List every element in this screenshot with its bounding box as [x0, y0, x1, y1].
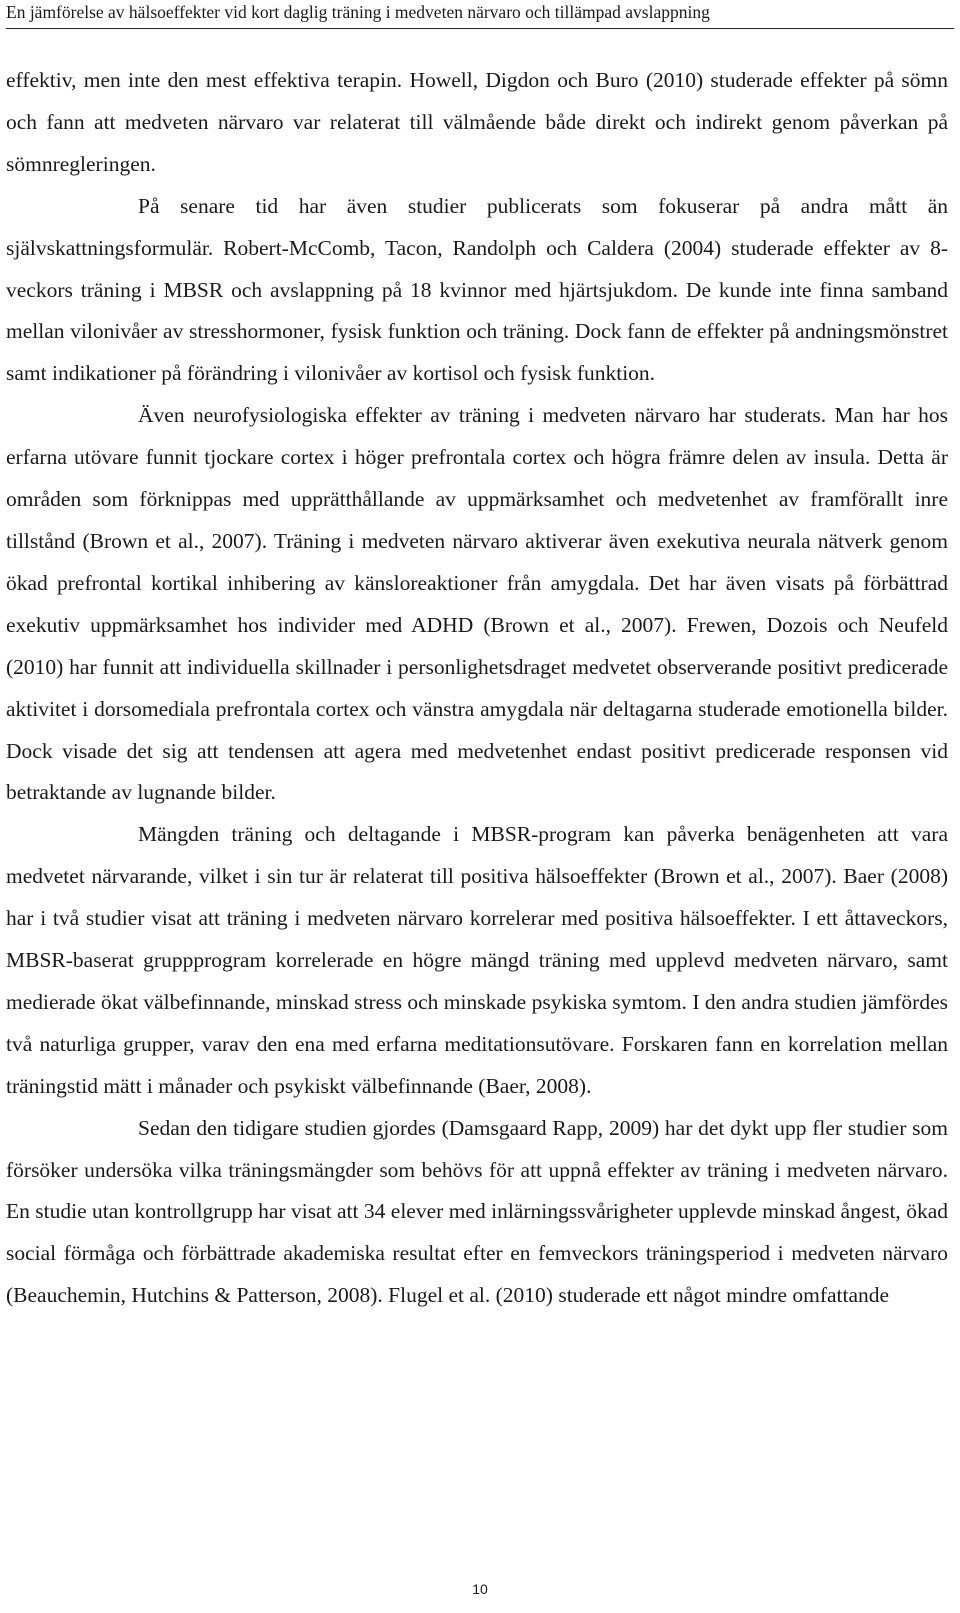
page-number: 10 [472, 1581, 488, 1597]
paragraph-neurophysiology: Även neurofysiologiska effekter av träning i medveten närvaro har studerats. Man har hos erfarna utövare funnit tjockare cortex i höger prefrontala cortex och högra främre delen av insula. Detta är områden som förknippas med upprätthållande av uppmärksamhet och medvetenhet av framförallt inre tillstånd (Brown et al., 2007). Träning i medveten närvaro aktiverar även exekutiva neurala nätverk genom ökad prefrontal kortikal inhibering av känsloreaktioner från amygdala. Det har även visats på förbättrad exekutiv uppmärksamhet hos individer med ADHD (Brown et al., 2007). Frewen, Dozois och Neufeld (2010) har funnit att individuella skillnader i personlighetsdraget medvetet observerande positivt predicerade aktivitet i dorsomediala prefrontala cortex och vänstra amygdala när deltagarna studerade emotionella bilder. Dock visade det sig att tendensen att agera med medvetenhet endast positivt predicerade responsen vid betraktande av lugnande bilder. [6, 403, 948, 805]
running-header: En jämförelse av hälsoeffekter vid kort daglig träning i medveten närvaro och tillämpad avslappning [6, 0, 954, 29]
paragraph-training-amount: Mängden träning och deltagande i MBSR-program kan påverka benägenheten att vara medvetet närvarande, vilket i sin tur är relaterat till positiva hälsoeffekter (Brown et al., 2007). Baer (2008) har i två studier visat att träning i medveten närvaro korrelerar med positiva hälsoeffekter. I ett åttaveckors, MBSR-baserat gruppprogram korrelerade en högre mängd träning med upplevd medveten närvaro, samt medierade ökat välbefinnande, minskad stress och minskade psykiska symtom. I den andra studien jämfördes två naturliga grupper, varav den ena med erfarna meditationsutövare. Forskaren fann en korrelation mellan träningstid mätt i månader och psykiskt välbefinnande (Baer, 2008). [6, 822, 948, 1098]
paragraph-continuation: effektiv, men inte den mest effektiva terapin. Howell, Digdon och Buro (2010) studerade effekter på sömn och fann att medveten närvaro var relaterat till välmående både direkt och indirekt genom påverkan på sömnregleringen. [6, 68, 948, 176]
paragraph-other-measures: På senare tid har även studier publicerats som fokuserar på andra mått än självskattningsformulär. Robert-McComb, Tacon, Randolph och Caldera (2004) studerade effekter av 8-veckors träning i MBSR och avslappning på 18 kvinnor med hjärtsjukdom. De kunde inte finna samband mellan vilonivåer av stresshormoner, fysisk funktion och träning. Dock fann de effekter på andningsmönstret samt indikationer på förändring i vilonivåer av kortisol och fysisk funktion. [6, 193, 948, 386]
body-text [6, 60, 948, 1317]
paragraph-recent-studies: Sedan den tidigare studien gjordes (Damsgaard Rapp, 2009) har det dykt upp fler studier som försöker undersöka vilka träningsmängder som behövs för att uppnå effekter av träning i medveten närvaro. En studie utan kontrollgrupp har visat att 34 elever med inlärningssvårigheter upplevde minskad ångest, ökad social förmåga och förbättrade akademiska resultat efter en femveckors träningsperiod i medveten närvaro (Beauchemin, Hutchins & Patterson, 2008). Flugel et al. (2010) studerade ett något mindre omfattande [6, 1115, 948, 1308]
